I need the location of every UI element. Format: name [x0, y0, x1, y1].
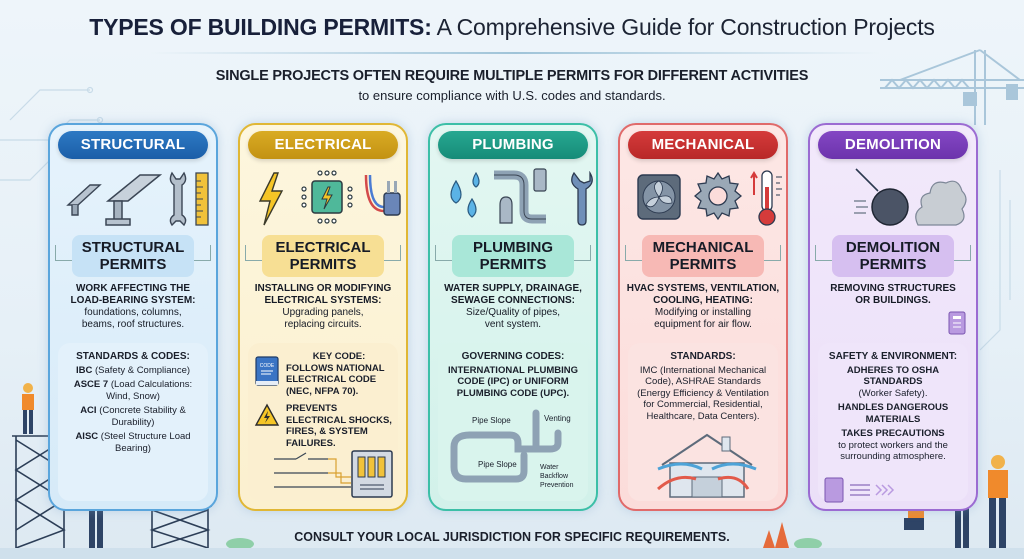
code: ASCE 7	[73, 379, 109, 390]
icon-row	[816, 165, 970, 231]
desc-line: Modifying or installing	[654, 307, 752, 318]
permit-title-line1: PLUMBING	[473, 239, 553, 256]
code: AISC	[75, 431, 99, 442]
permit-description	[246, 283, 400, 331]
permit-title-line2: PERMITS	[289, 256, 357, 273]
connector-right	[573, 245, 591, 261]
desc-line: HVAC SYSTEMS, VENTILATION,	[626, 283, 780, 294]
standards-heading: STANDARDS & CODES:	[76, 351, 190, 362]
desc-line: OR BUILDINGS.	[855, 295, 931, 306]
code-desc: (Load Calculations: Wind, Snow)	[106, 379, 193, 402]
document-icon	[948, 311, 966, 335]
code-desc: (Safety & Compliance)	[94, 364, 191, 376]
desc-line: replacing circuits.	[284, 319, 362, 330]
icon-row	[246, 165, 400, 231]
wrench-icon	[166, 171, 190, 227]
code: ACI	[80, 405, 97, 416]
permit-title-line1: ELECTRICAL	[275, 239, 371, 256]
icon-row	[626, 165, 780, 231]
connector-left	[815, 245, 833, 261]
svg-text:Water: Water	[540, 464, 559, 471]
safety-heading: SAFETY & ENVIRONMENT:	[828, 351, 958, 362]
code: IBC	[75, 364, 93, 376]
svg-text:Pipe Slope: Pipe Slope	[478, 460, 517, 469]
precautions-heading: TAKES PRECAUTIONS	[841, 428, 945, 439]
connector-right	[383, 245, 401, 261]
svg-text:Pipe Slope: Pipe Slope	[472, 416, 511, 425]
ground-strip	[0, 548, 1024, 559]
tab-mechanical: MECHANICAL	[628, 131, 778, 159]
permit-title-line2: PERMITS	[479, 256, 547, 273]
permit-title	[72, 235, 194, 277]
page-title	[0, 14, 1024, 41]
desc-line: WORK AFFECTING THE	[75, 283, 191, 294]
osha-text: ADHERES TO OSHA STANDARDS	[846, 364, 940, 387]
permit-title	[262, 235, 384, 277]
circuit-chip-icon	[300, 169, 354, 225]
desc-line: Upgrading panels,	[282, 307, 364, 318]
code-desc: (Steel Structure Load Bearing)	[100, 431, 191, 454]
svg-text:CODE: CODE	[259, 363, 275, 369]
desc-line: vent system.	[484, 319, 542, 330]
water-drops-icon	[442, 171, 486, 227]
desc-line: INSTALLING OR MODIFYING	[254, 283, 392, 294]
steel-beam-icon	[64, 179, 104, 217]
icon-row	[436, 165, 590, 231]
card-mechanical	[618, 123, 788, 511]
safety-panel	[818, 343, 968, 501]
card-demolition	[808, 123, 978, 511]
connector-left	[55, 245, 73, 261]
desc-line: WATER SUPPLY, DRAINAGE,	[444, 283, 582, 294]
tab-plumbing: PLUMBING	[438, 131, 588, 159]
permit-title-line2: PERMITS	[669, 256, 737, 273]
desc-line: equipment for air flow.	[654, 319, 752, 330]
connector-right	[193, 245, 211, 261]
svg-text:Backflow: Backflow	[540, 473, 569, 480]
standard-item	[64, 379, 202, 402]
desc-line: Size/Quality of pipes,	[466, 307, 560, 318]
permit-title-line1: STRUCTURAL	[81, 239, 185, 256]
permit-title	[832, 235, 954, 277]
desc-line: SEWAGE CONNECTIONS:	[451, 295, 575, 306]
desc-line: REMOVING STRUCTURES	[830, 283, 956, 294]
standards-text: IMC (International Mechanical Code), ASHRAE Standards (Energy Efficiency & Ventilation for Commercial, Residential, Healthcare, Data Centers).	[637, 364, 769, 422]
key-code-heading: KEY CODE:	[312, 351, 366, 362]
tab-demolition: DEMOLITION	[818, 131, 968, 159]
connector-left	[245, 245, 263, 261]
permit-cards	[48, 123, 980, 511]
codes-heading: GOVERNING CODES:	[461, 351, 565, 362]
tab-structural: STRUCTURAL	[58, 131, 208, 159]
card-plumbing	[428, 123, 598, 511]
standards-heading: STANDARDS:	[670, 351, 736, 362]
lightning-bolt-icon	[256, 171, 286, 227]
electrical-panel-diagram	[266, 447, 396, 499]
dust-cloud-icon	[912, 169, 968, 229]
permit-title	[642, 235, 764, 277]
hvac-house-airflow-icon	[652, 429, 762, 499]
permit-description	[626, 283, 780, 331]
key-code-text: FOLLOWS NATIONAL ELECTRICAL CODE (NEC, NFPA 70).	[286, 362, 385, 397]
subtitle: to ensure compliance with U.S. codes and standards.	[358, 88, 666, 103]
connector-right	[953, 245, 971, 261]
standards-panel	[58, 343, 208, 501]
title-divider	[150, 52, 880, 54]
title-bold: TYPES OF BUILDING PERMITS:	[89, 14, 432, 40]
ruler-icon	[194, 171, 210, 227]
svg-text:Prevention: Prevention	[540, 482, 574, 489]
connector-left	[435, 245, 453, 261]
title-rest: A Comprehensive Guide for Construction Projects	[436, 14, 935, 40]
connector-right	[763, 245, 781, 261]
permit-description	[436, 283, 590, 331]
warning-icon	[254, 403, 280, 427]
plumbing-diagram	[440, 409, 590, 499]
desc-line: LOAD-BEARING SYSTEM:	[70, 295, 196, 306]
connector-left	[625, 245, 643, 261]
desc-line: beams, roof structures.	[81, 319, 185, 330]
permit-title-line2: PERMITS	[99, 256, 167, 273]
precautions-note: to protect workers and the surrounding atmosphere.	[838, 439, 948, 462]
icon-row	[56, 165, 210, 231]
code-desc: (Concrete Stability & Durability)	[99, 405, 186, 428]
card-structural	[48, 123, 218, 511]
checklist-icon	[824, 477, 904, 503]
svg-text:Venting: Venting	[544, 414, 571, 423]
desc-line: ELECTRICAL SYSTEMS:	[264, 295, 382, 306]
desc-line: COOLING, HEATING:	[653, 295, 753, 306]
warning-text: PREVENTS ELECTRICAL SHOCKS, FIRES, & SYSTEM FAILURES.	[286, 403, 392, 449]
hazard-text: HANDLES DANGEROUS MATERIALS	[837, 402, 949, 425]
thermometer-icon	[750, 169, 786, 227]
standard-item	[64, 405, 202, 428]
pipe-fittings-icon	[490, 167, 554, 227]
tab-electrical: ELECTRICAL	[248, 131, 398, 159]
permit-title	[452, 235, 574, 277]
standard-item	[64, 365, 202, 377]
fan-icon	[636, 173, 682, 221]
card-electrical	[238, 123, 408, 511]
codes-text: INTERNATIONAL PLUMBING CODE (IPC) or UNIFORM PLUMBING CODE (UPC).	[447, 364, 578, 399]
adjustable-wrench-icon	[568, 171, 596, 227]
governing-codes-panel	[438, 343, 588, 501]
subtitle-bold: SINGLE PROJECTS OFTEN REQUIRE MULTIPLE PERMITS FOR DIFFERENT ACTIVITIES	[215, 68, 809, 84]
standards-panel	[628, 343, 778, 501]
gear-icon	[694, 171, 742, 221]
code-book-icon	[254, 355, 280, 387]
osha-note: (Worker Safety).	[858, 387, 928, 399]
key-code-panel	[248, 343, 398, 501]
desc-line: foundations, columns,	[84, 307, 182, 318]
i-beam-icon	[104, 171, 162, 227]
permit-title-line2: PERMITS	[859, 256, 927, 273]
permit-description	[816, 283, 970, 307]
standard-item	[64, 431, 202, 454]
permit-title-line1: MECHANICAL	[652, 239, 754, 256]
permit-description	[56, 283, 210, 331]
permit-title-line1: DEMOLITION	[845, 239, 941, 256]
power-plug-icon	[362, 171, 406, 227]
footer-note: CONSULT YOUR LOCAL JURISDICTION FOR SPECIFIC REQUIREMENTS.	[294, 530, 730, 544]
